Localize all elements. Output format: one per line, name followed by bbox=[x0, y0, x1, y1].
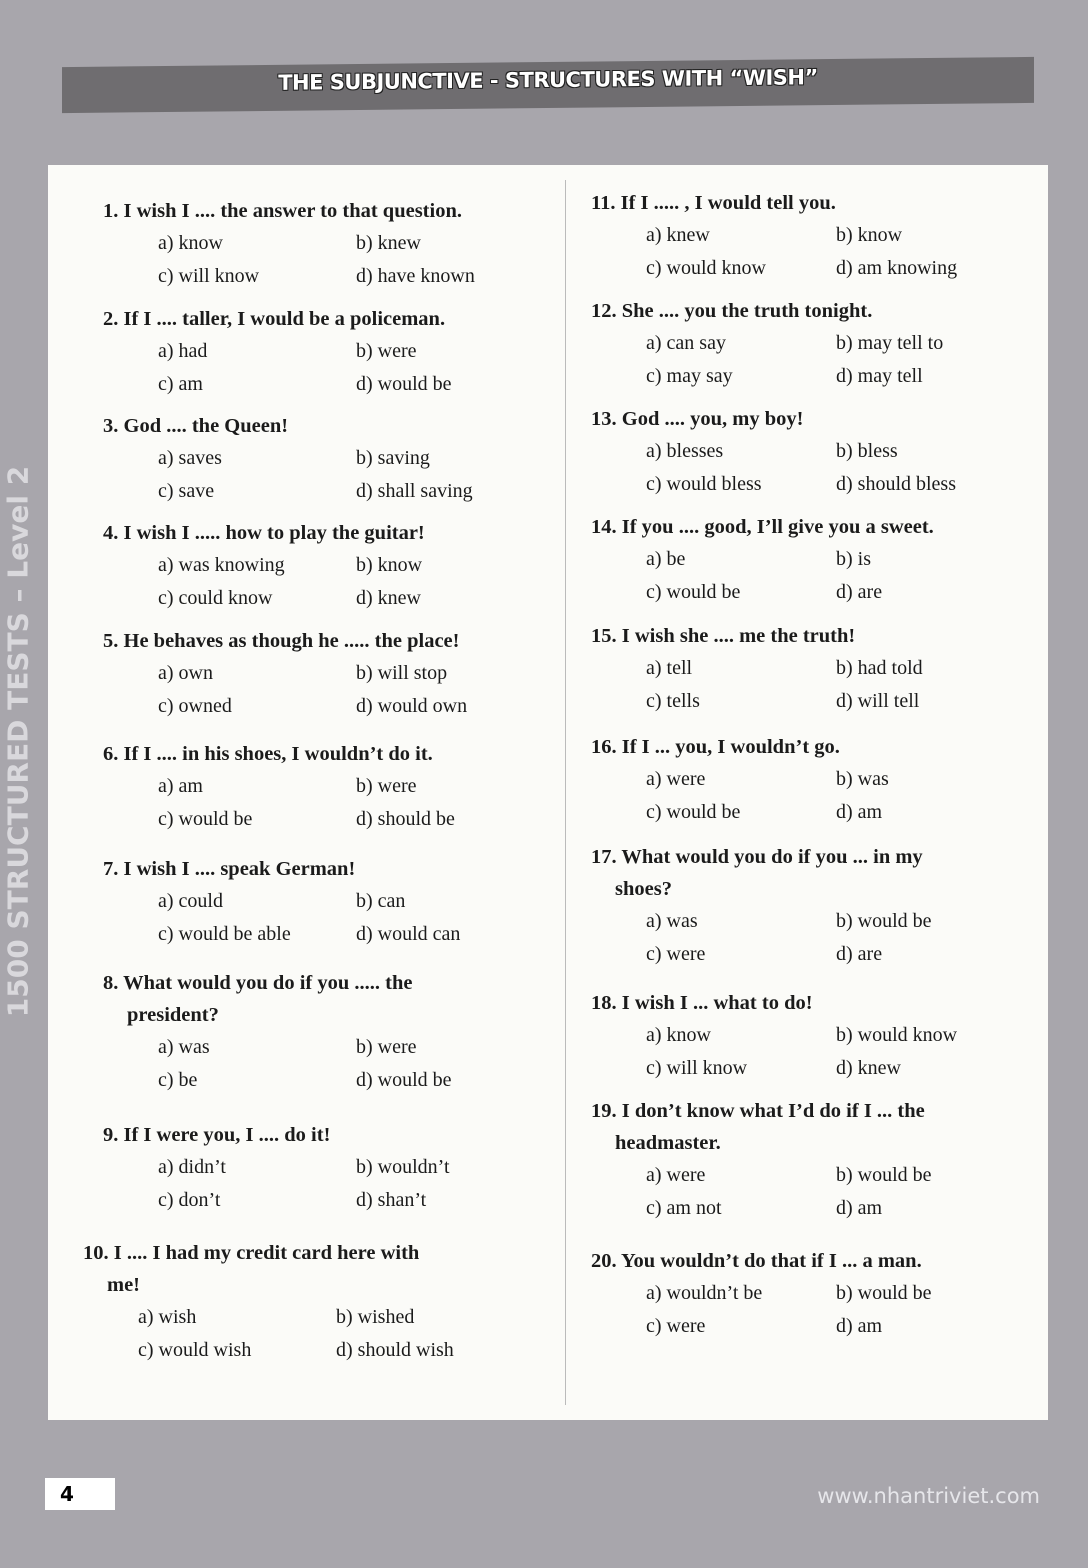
option-d[interactable]: d) knew bbox=[836, 1057, 901, 1079]
option-b[interactable]: b) is bbox=[836, 548, 871, 570]
option-c[interactable]: c) could know bbox=[158, 587, 273, 609]
question-11 bbox=[591, 187, 1036, 285]
option-c[interactable]: c) save bbox=[158, 480, 215, 502]
stem-text: 20. You wouldn’t do that if I ... a man. bbox=[591, 1250, 922, 1272]
stem-text: 1. I wish I .... the answer to that question. bbox=[103, 200, 462, 222]
stem-text: 8. What would you do if you ..... the bbox=[103, 972, 413, 994]
option-c[interactable]: c) am not bbox=[646, 1197, 722, 1219]
question-18 bbox=[591, 987, 1036, 1085]
question-7 bbox=[103, 853, 556, 951]
question-12 bbox=[591, 295, 1036, 393]
option-b[interactable]: b) knew bbox=[356, 232, 421, 254]
answer-options bbox=[138, 1301, 536, 1367]
answer-options bbox=[158, 227, 556, 293]
option-d[interactable]: d) would be bbox=[356, 373, 452, 395]
option-b[interactable]: b) know bbox=[356, 554, 423, 576]
option-c[interactable]: c) were bbox=[646, 943, 706, 965]
option-a[interactable]: a) was bbox=[158, 1036, 210, 1058]
stem-text: 6. If I .... in his shoes, I wouldn’t do it. bbox=[103, 743, 433, 765]
option-b[interactable]: b) wouldn’t bbox=[356, 1156, 450, 1178]
option-c[interactable]: c) will know bbox=[158, 265, 260, 287]
stem-text: 13. God .... you, my boy! bbox=[591, 408, 804, 430]
option-b[interactable]: b) will stop bbox=[356, 662, 448, 684]
question-1 bbox=[103, 195, 556, 293]
question-2 bbox=[103, 303, 556, 401]
answer-options bbox=[646, 543, 1036, 609]
answer-options bbox=[158, 1031, 556, 1097]
section-banner bbox=[62, 57, 1034, 113]
option-c[interactable]: c) would wish bbox=[138, 1339, 252, 1361]
option-a[interactable]: a) wish bbox=[138, 1306, 197, 1328]
answer-options bbox=[158, 885, 556, 951]
option-a[interactable]: a) know bbox=[646, 1024, 711, 1046]
stem-continuation: me! bbox=[107, 1274, 141, 1296]
option-a[interactable]: a) were bbox=[646, 768, 706, 790]
option-c[interactable]: c) would be bbox=[646, 581, 741, 603]
answer-options bbox=[158, 549, 556, 615]
question-stem bbox=[591, 511, 1036, 543]
option-b[interactable]: b) had told bbox=[836, 657, 923, 679]
exercise-sheet bbox=[48, 165, 1048, 1420]
option-c[interactable]: c) don’t bbox=[158, 1189, 221, 1211]
option-c[interactable]: c) would be able bbox=[158, 923, 291, 945]
option-d[interactable]: d) knew bbox=[356, 587, 421, 609]
option-c[interactable]: c) would be bbox=[158, 808, 253, 830]
question-stem bbox=[591, 187, 1036, 219]
question-stem bbox=[103, 410, 556, 442]
option-a[interactable]: a) am bbox=[158, 775, 203, 797]
stem-text: 19. I don’t know what I’d do if I ... the bbox=[591, 1100, 925, 1122]
option-b[interactable]: b) wished bbox=[336, 1306, 415, 1328]
option-b[interactable]: b) can bbox=[356, 890, 406, 912]
option-a[interactable]: a) can say bbox=[646, 332, 726, 354]
question-stem bbox=[103, 738, 556, 770]
option-b[interactable]: b) would be bbox=[836, 910, 932, 932]
option-b[interactable]: b) know bbox=[836, 224, 903, 246]
option-b[interactable]: b) was bbox=[836, 768, 889, 790]
question-3 bbox=[103, 410, 556, 508]
question-stem bbox=[591, 841, 1036, 905]
option-b[interactable]: b) were bbox=[356, 775, 417, 797]
option-b[interactable]: b) may tell to bbox=[836, 332, 944, 354]
option-d[interactable]: d) am knowing bbox=[836, 257, 958, 279]
question-stem bbox=[591, 620, 1036, 652]
question-6 bbox=[103, 738, 556, 836]
option-d[interactable]: d) would own bbox=[356, 695, 468, 717]
question-5 bbox=[103, 625, 556, 723]
option-b[interactable]: b) bless bbox=[836, 440, 898, 462]
option-c[interactable]: c) am bbox=[158, 373, 203, 395]
book-series-label: 1500 STRUCTURED TESTS – Level 2 bbox=[1, 465, 35, 1018]
stem-text: 7. I wish I .... speak German! bbox=[103, 858, 356, 880]
option-b[interactable]: b) saving bbox=[356, 447, 430, 469]
stem-text: 12. She .... you the truth tonight. bbox=[591, 300, 873, 322]
answer-options bbox=[646, 905, 1036, 971]
option-c[interactable]: c) owned bbox=[158, 695, 232, 717]
option-d[interactable]: d) shall saving bbox=[356, 480, 473, 502]
option-d[interactable]: d) are bbox=[836, 943, 883, 965]
option-d[interactable]: d) should wish bbox=[336, 1339, 454, 1361]
question-stem bbox=[103, 303, 556, 335]
stem-continuation: headmaster. bbox=[615, 1132, 721, 1154]
stem-text: 17. What would you do if you ... in my bbox=[591, 846, 923, 868]
question-stem bbox=[103, 195, 556, 227]
option-d[interactable]: d) shan’t bbox=[356, 1189, 427, 1211]
answer-options bbox=[158, 335, 556, 401]
stem-text: 3. God .... the Queen! bbox=[103, 415, 289, 437]
question-stem bbox=[103, 1119, 556, 1151]
stem-text: 18. I wish I ... what to do! bbox=[591, 992, 813, 1014]
option-c[interactable]: c) were bbox=[646, 1315, 706, 1337]
option-d[interactable]: d) should bless bbox=[836, 473, 956, 495]
option-a[interactable]: a) didn’t bbox=[158, 1156, 226, 1178]
answer-options bbox=[158, 770, 556, 836]
option-a[interactable]: a) was bbox=[646, 910, 698, 932]
option-d[interactable]: d) will tell bbox=[836, 690, 920, 712]
option-a[interactable]: a) was knowing bbox=[158, 554, 285, 576]
stem-text: 15. I wish she .... me the truth! bbox=[591, 625, 856, 647]
section-title: THE SUBJUNCTIVE - STRUCTURES WITH “WISH” bbox=[278, 65, 818, 95]
question-17 bbox=[591, 841, 1036, 971]
option-c[interactable]: c) would be bbox=[646, 801, 741, 823]
answer-options bbox=[646, 763, 1036, 829]
option-c[interactable]: c) may say bbox=[646, 365, 733, 387]
answer-options bbox=[158, 657, 556, 723]
option-a[interactable]: a) tell bbox=[646, 657, 693, 679]
question-stem bbox=[591, 403, 1036, 435]
stem-text: 14. If you .... good, I’ll give you a sweet. bbox=[591, 516, 934, 538]
stem-text: 16. If I ... you, I wouldn’t go. bbox=[591, 736, 840, 758]
option-c[interactable]: c) be bbox=[158, 1069, 198, 1091]
option-a[interactable]: a) know bbox=[158, 232, 223, 254]
question-19 bbox=[591, 1095, 1036, 1225]
stem-continuation: shoes? bbox=[615, 878, 672, 900]
answer-options bbox=[646, 1277, 1036, 1343]
question-9 bbox=[103, 1119, 556, 1217]
question-stem bbox=[103, 625, 556, 657]
option-a[interactable]: a) had bbox=[158, 340, 208, 362]
question-8 bbox=[103, 967, 556, 1097]
answer-options bbox=[646, 219, 1036, 285]
option-d[interactable]: d) would be bbox=[356, 1069, 452, 1091]
option-d[interactable]: d) am bbox=[836, 801, 883, 823]
question-stem bbox=[103, 853, 556, 885]
question-stem bbox=[103, 967, 556, 1031]
option-a[interactable]: a) wouldn’t be bbox=[646, 1282, 763, 1304]
answer-options bbox=[158, 1151, 556, 1217]
answer-options bbox=[646, 1019, 1036, 1085]
option-d[interactable]: d) should be bbox=[356, 808, 455, 830]
stem-text: 2. If I .... taller, I would be a policeman. bbox=[103, 308, 446, 330]
question-16 bbox=[591, 731, 1036, 829]
question-stem bbox=[591, 1095, 1036, 1159]
option-b[interactable]: b) would be bbox=[836, 1282, 932, 1304]
option-a[interactable]: a) be bbox=[646, 548, 686, 570]
column-divider bbox=[565, 180, 566, 1405]
option-c[interactable]: c) tells bbox=[646, 690, 700, 712]
question-10 bbox=[83, 1237, 536, 1367]
option-c[interactable]: c) will know bbox=[646, 1057, 748, 1079]
option-a[interactable]: a) could bbox=[158, 890, 223, 912]
option-b[interactable]: b) were bbox=[356, 340, 417, 362]
option-a[interactable]: a) own bbox=[158, 662, 213, 684]
option-d[interactable]: d) may tell bbox=[836, 365, 923, 387]
option-b[interactable]: b) were bbox=[356, 1036, 417, 1058]
question-stem bbox=[591, 987, 1036, 1019]
option-d[interactable]: d) are bbox=[836, 581, 883, 603]
question-stem bbox=[591, 1245, 1036, 1277]
stem-text: 11. If I ..... , I would tell you. bbox=[591, 192, 836, 214]
question-4 bbox=[103, 517, 556, 615]
answer-options bbox=[646, 652, 1036, 718]
option-d[interactable]: d) have known bbox=[356, 265, 475, 287]
option-c[interactable]: c) would know bbox=[646, 257, 766, 279]
stem-text: 10. I .... I had my credit card here with bbox=[83, 1242, 420, 1264]
answer-options bbox=[646, 327, 1036, 393]
option-a[interactable]: a) saves bbox=[158, 447, 222, 469]
question-stem bbox=[83, 1237, 536, 1301]
option-b[interactable]: b) would be bbox=[836, 1164, 932, 1186]
answer-options bbox=[646, 435, 1036, 501]
answer-options bbox=[158, 442, 556, 508]
question-stem bbox=[591, 295, 1036, 327]
option-d[interactable]: d) am bbox=[836, 1315, 883, 1337]
option-d[interactable]: d) am bbox=[836, 1197, 883, 1219]
stem-continuation: president? bbox=[127, 1004, 219, 1026]
stem-text: 5. He behaves as though he ..... the place! bbox=[103, 630, 460, 652]
question-stem bbox=[591, 731, 1036, 763]
question-13 bbox=[591, 403, 1036, 501]
option-a[interactable]: a) knew bbox=[646, 224, 710, 246]
stem-text: 4. I wish I ..... how to play the guitar! bbox=[103, 522, 425, 544]
stem-text: 9. If I were you, I .... do it! bbox=[103, 1124, 331, 1146]
website-url: www.nhantriviet.com bbox=[817, 1484, 1040, 1508]
option-d[interactable]: d) would can bbox=[356, 923, 461, 945]
question-stem bbox=[103, 517, 556, 549]
question-14 bbox=[591, 511, 1036, 609]
answer-options bbox=[646, 1159, 1036, 1225]
option-c[interactable]: c) would bless bbox=[646, 473, 762, 495]
option-b[interactable]: b) would know bbox=[836, 1024, 958, 1046]
question-15 bbox=[591, 620, 1036, 718]
option-a[interactable]: a) blesses bbox=[646, 440, 724, 462]
page-number: 4 bbox=[45, 1478, 115, 1510]
question-20 bbox=[591, 1245, 1036, 1343]
option-a[interactable]: a) were bbox=[646, 1164, 706, 1186]
